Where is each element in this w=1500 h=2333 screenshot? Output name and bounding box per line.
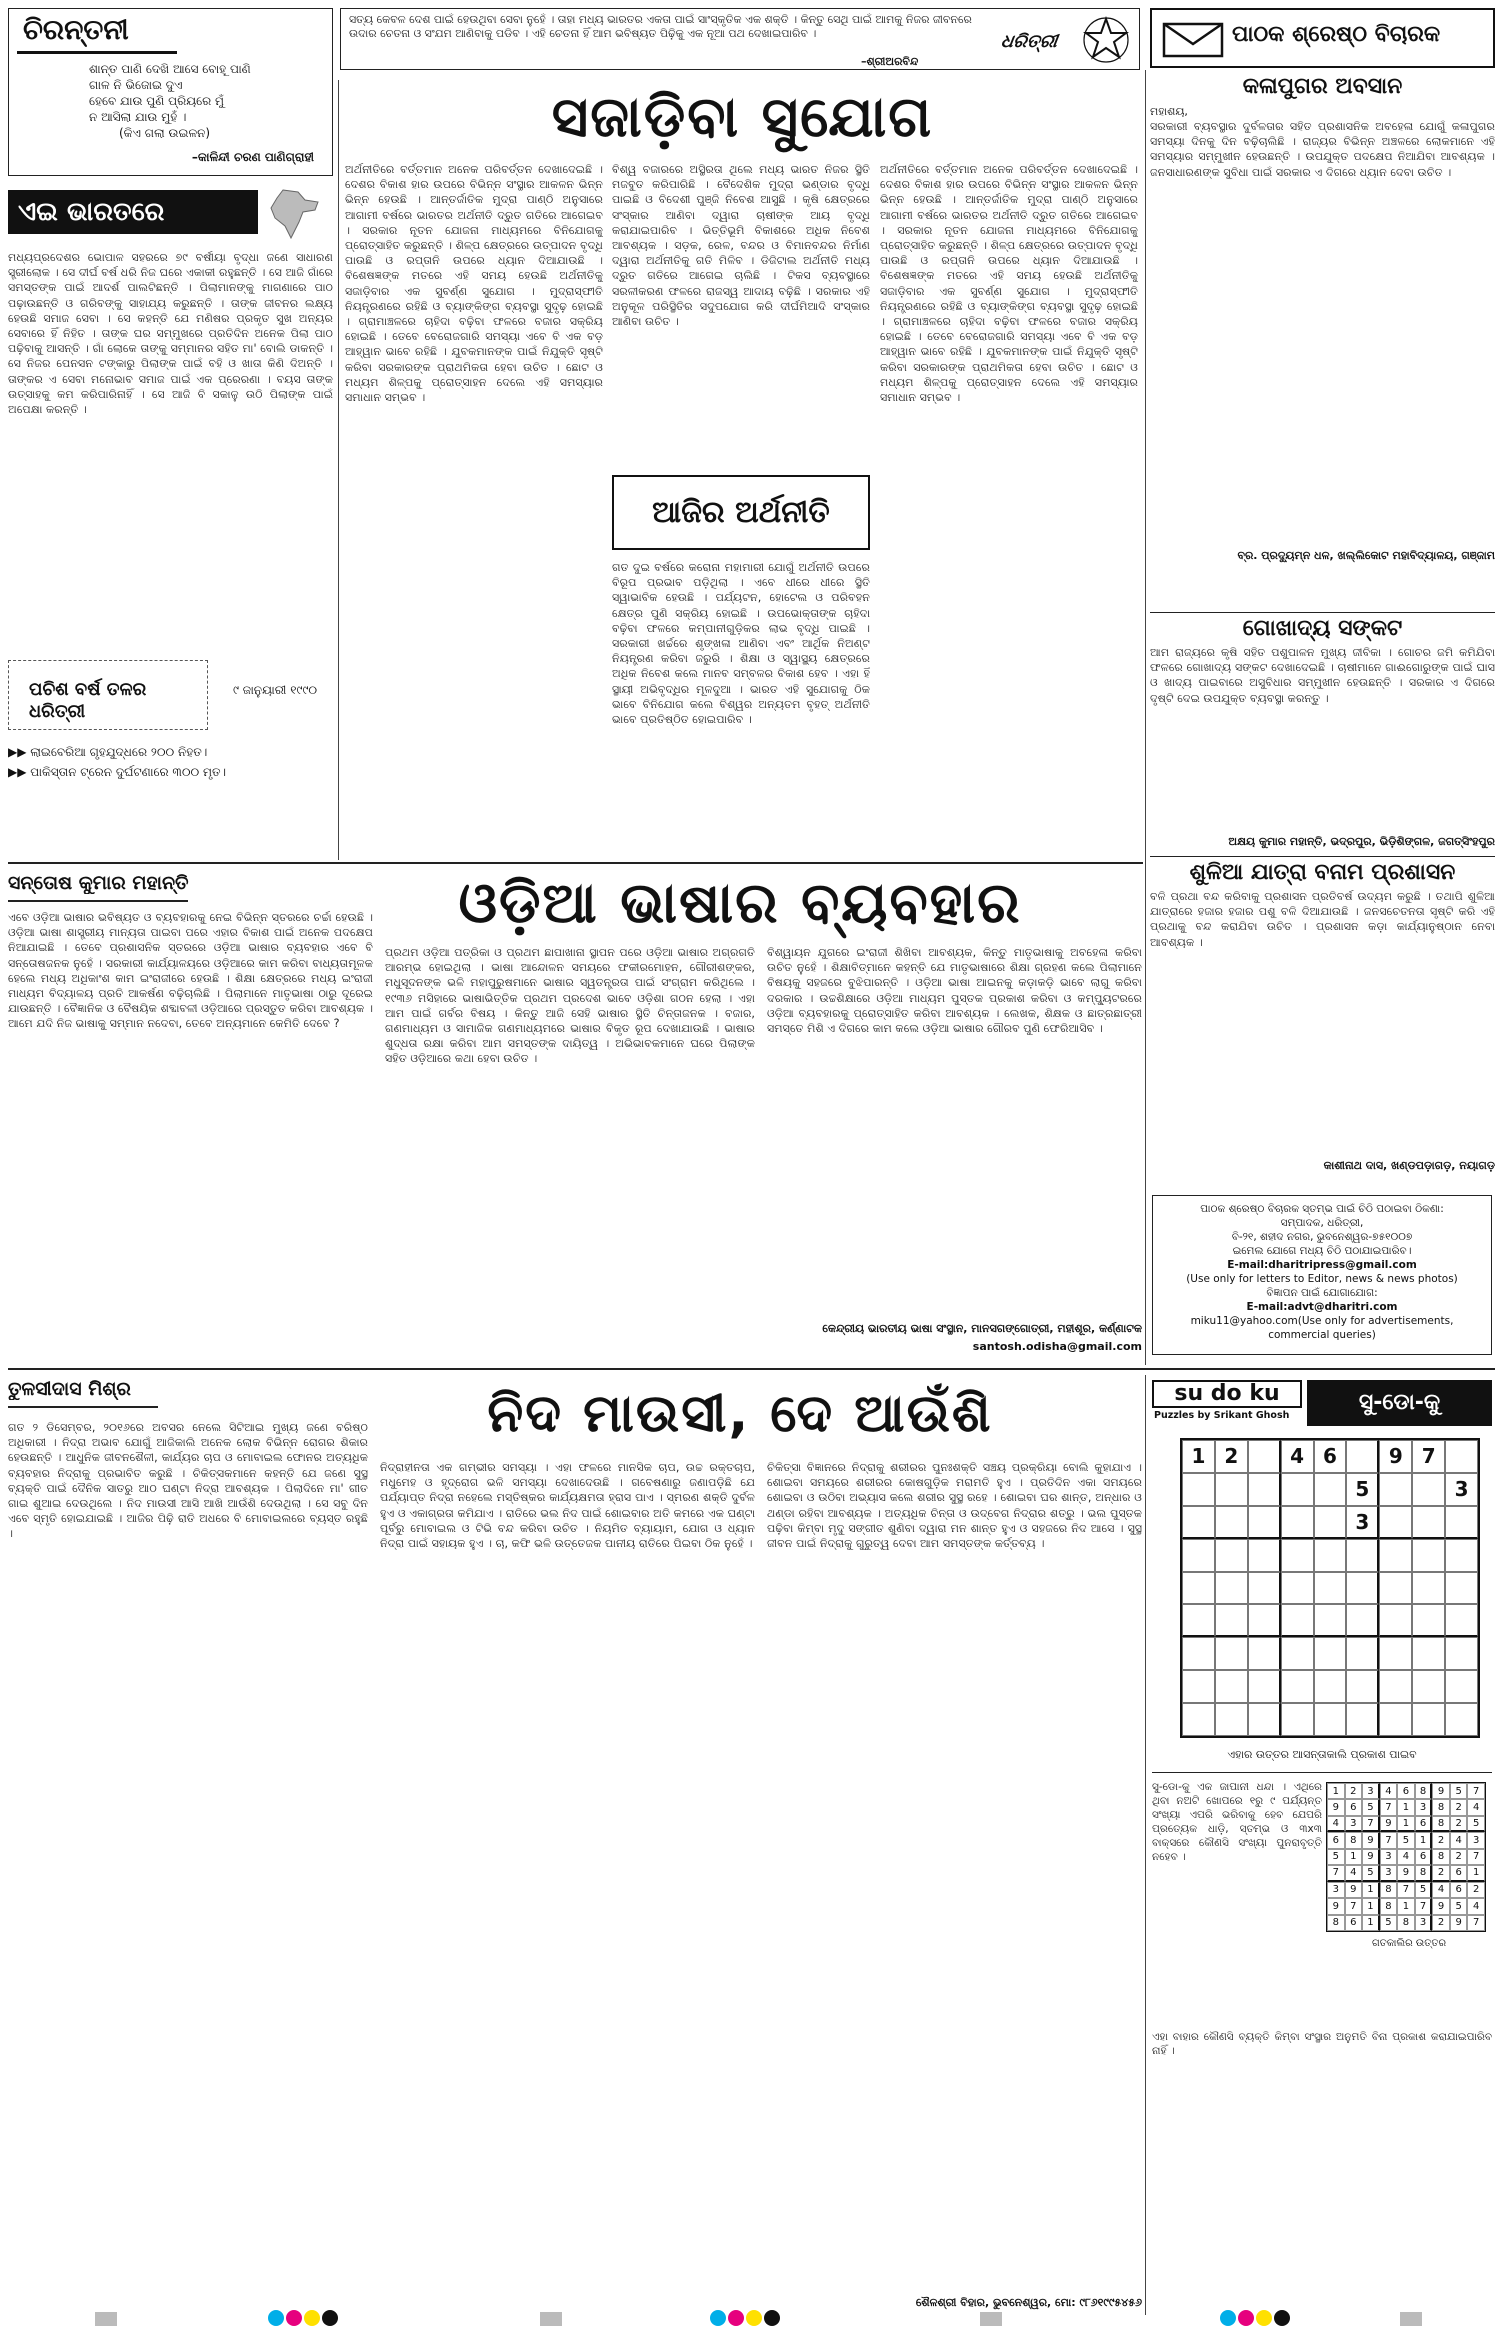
solution-cell: 9 [1432, 1783, 1450, 1799]
economy-inset-box [612, 475, 870, 550]
byline-underline [8, 1406, 158, 1408]
sudoku-cell[interactable]: 7 [1412, 1440, 1445, 1473]
gray-square-mark [540, 2312, 562, 2326]
gray-square-mark [95, 2312, 117, 2326]
solution-cell: 3 [1362, 1783, 1380, 1799]
sudoku-cell[interactable] [1182, 1637, 1215, 1670]
anniversary-date: ୯ ଜାନୁୟାରୀ ୧୯୯୦ [233, 683, 318, 697]
solution-cell: 7 [1397, 1882, 1415, 1898]
letter-2 [1150, 616, 1495, 856]
sudoku-cell[interactable] [1412, 1506, 1445, 1539]
solution-cell: 8 [1432, 1849, 1450, 1865]
solution-cell: 3 [1327, 1882, 1345, 1898]
solution-cell: 1 [1345, 1849, 1363, 1865]
solution-cell: 7 [1380, 1832, 1398, 1848]
sudoku-cell[interactable] [1248, 1572, 1281, 1605]
editorial-col-3: ଅର୍ଥନୀତିରେ ବର୍ତ୍ତମାନ ଅନେକ ପରିବର୍ତ୍ତନ ଦେଖାଦେଇଛି । ଦେଶର ବିକାଶ ହାର ଉପରେ ବିଭିନ୍ନ ସଂସ୍ଥାର ଆକଳନ ଭିନ୍ନ ଭିନ୍ନ ହେଉଛି । ଆନ୍ତର୍ଜାତିକ ମୁଦ୍ରା ପାଣ୍ଠି ଅନୁସାରେ ଆଗାମୀ ବର୍ଷରେ ଭାରତର ଅର୍ଥନୀତି ଦ୍ରୁତ ଗତିରେ ଆଗେଇବ । ସରକାର ନୂତନ ଯୋଜନା ମାଧ୍ୟମରେ ବିନିଯୋଗକୁ ପ୍ରୋତ୍ସାହିତ କରୁଛନ୍ତି । ଶିଳ୍ପ କ୍ଷେତ୍ରରେ ଉତ୍ପାଦନ ବୃଦ୍ଧି ପାଉଛି ଓ ରପ୍ତାନି ଉପରେ ଧ୍ୟାନ ଦିଆଯାଉଛି । ବିଶେଷଜ୍ଞଙ୍କ ମତରେ ଏହି ସମୟ ହେଉଛି ଅର୍ଥନୀତିକୁ ସଜାଡ଼ିବାର ଏକ ସୁବର୍ଣ୍ଣ ସୁଯୋଗ । ମୁଦ୍ରାସ୍ଫୀତି ନିୟନ୍ତ୍ରଣରେ ରହିଛି ଓ ବ୍ୟାଙ୍କିଙ୍ଗ ବ୍ୟବସ୍ଥା ସୁଦୃଢ଼ ହୋଇଛି । ଗ୍ରାମାଞ୍ଚଳରେ ଚାହିଦା ବଢ଼ିବା ଫଳରେ ବଜାର ସକ୍ରିୟ ହୋଇଛି । ତେବେ ବେରୋଜଗାରି ସମସ୍ୟା ଏବେ ବି ଏକ ବଡ଼ ଆହ୍ୱାନ ଭାବେ ରହିଛି । ଯୁବକମାନଙ୍କ ପାଇଁ ନିଯୁକ୍ତି ସୃଷ୍ଟି କରିବା ସରକାରଙ୍କ ପ୍ରାଥମିକତା ହେବା ଉଚିତ । ଛୋଟ ଓ ମଧ୍ୟମ ଶିଳ୍ପକୁ ପ୍ରୋତ୍ସାହନ ଦେଲେ ଏହି ସମସ୍ୟାର ସମାଧାନ ସମ୍ଭବ । [880, 163, 1138, 405]
sudoku-cell[interactable] [1182, 1703, 1215, 1736]
black-dot-mark [1274, 2310, 1290, 2326]
sudoku-cell[interactable] [1314, 1604, 1347, 1637]
poem-line: (କିଏ ଗଲା ଉଇଳନ) [119, 126, 211, 140]
sudoku-cell[interactable] [1314, 1572, 1347, 1605]
sudoku-cell[interactable] [1248, 1539, 1281, 1572]
magenta-dot-mark [286, 2310, 302, 2326]
sudoku-cell[interactable] [1281, 1539, 1314, 1572]
solution-cell: 2 [1467, 1882, 1485, 1898]
solution-cell: 5 [1450, 1783, 1468, 1799]
sudoku-cell[interactable] [1215, 1604, 1248, 1637]
solution-cell: 5 [1415, 1882, 1433, 1898]
sudoku-cell[interactable] [1248, 1703, 1281, 1736]
solution-cell: 2 [1432, 1832, 1450, 1848]
sudoku-cell[interactable] [1182, 1670, 1215, 1703]
sudoku-cell[interactable] [1346, 1703, 1379, 1736]
anniversary-box [8, 660, 333, 735]
solution-cell: 9 [1450, 1915, 1468, 1931]
odia-article-headline: ଓଡ଼ିଆ ଭାଷାର ବ୍ୟବହାର [458, 871, 1022, 936]
chirantani-title: ଚିରନ୍ତନୀ [23, 13, 129, 46]
sudoku-cell[interactable] [1215, 1539, 1248, 1572]
solution-cell: 1 [1467, 1865, 1485, 1881]
star-emblem-icon [1081, 15, 1131, 65]
solution-cell: 7 [1415, 1898, 1433, 1914]
solution-cell: 9 [1397, 1865, 1415, 1881]
solution-cell: 2 [1450, 1849, 1468, 1865]
solution-cell: 6 [1345, 1915, 1363, 1931]
sudoku-cell[interactable] [1281, 1506, 1314, 1539]
letters-divider [1150, 856, 1495, 857]
contact-line: ବି-୨୧, ଶହୀଦ ନଗର, ଭୁବନେଶ୍ୱର-୭୫୧୦୦୭ [1231, 1231, 1413, 1243]
anniversary-items [8, 742, 333, 782]
sudoku-cell[interactable] [1445, 1572, 1478, 1605]
solution-cell: 8 [1432, 1799, 1450, 1815]
sudoku-cell[interactable] [1281, 1670, 1314, 1703]
gray-square-mark [1400, 2312, 1422, 2326]
solution-cell: 7 [1467, 1849, 1485, 1865]
column-divider [338, 80, 339, 860]
ei-bharatare-body: ମଧ୍ୟପ୍ରଦେଶର ଭୋପାଳ ସହରରେ ୭୯ ବର୍ଷୀୟା ବୃଦ୍ଧା ଜଣେ ସାଧାରଣ ସ୍ତ୍ରୀଲୋକ । ସେ ଦୀର୍ଘ ବର୍ଷ ଧରି ନିଜ ଘରେ ଏକାକୀ ରହୁଛନ୍ତି । ସେ ଆଜି ଗାଁରେ ସମସ୍ତଙ୍କ ପାଇଁ ଆଦର୍ଶ ପାଲଟିଛନ୍ତି । ପିଲାମାନଙ୍କୁ ମାଗଣାରେ ପାଠ ପଢ଼ାଉଛନ୍ତି ଓ ଗରିବଙ୍କୁ ସାହାଯ୍ୟ କରୁଛନ୍ତି । ତାଙ୍କ ଜୀବନର ଲକ୍ଷ୍ୟ ହେଉଛି ସମାଜ ସେବା । ସେ କହନ୍ତି ଯେ ମଣିଷର ପ୍ରକୃତ ସୁଖ ଅନ୍ୟର ସେବାରେ ହିଁ ନିହିତ । ତାଙ୍କ ଘର ସମ୍ମୁଖରେ ପ୍ରତିଦିନ ଅନେକ ପିଲା ପାଠ ପଢ଼ିବାକୁ ଆସନ୍ତି । ଗାଁ ଲୋକେ ତାଙ୍କୁ ସମ୍ମାନର ସହିତ ମା' ବୋଲି ଡାକନ୍ତି । ସେ ନିଜର ପେନସନ ଟଙ୍କାରୁ ପିଲାଙ୍କ ପାଇଁ ବହି ଓ ଖାତା କିଣି ଦିଅନ୍ତି । ତାଙ୍କର ଏ ସେବା ମନୋଭାବ ସମାଜ ପାଇଁ ଏକ ପ୍ରେରଣା । ବୟସ ତାଙ୍କ ଉତ୍ସାହକୁ କମ କରିପାରିନାହିଁ । ସେ ଆଜି ବି ସକାଳୁ ଉଠି ପିଲାଙ୍କ ପାଇଁ ଅପେକ୍ଷା କରନ୍ତି । [8, 251, 333, 417]
sudoku-cell[interactable] [1346, 1539, 1379, 1572]
solution-cell: 4 [1450, 1832, 1468, 1848]
solution-cell: 3 [1415, 1799, 1433, 1815]
sudoku-cell[interactable]: 9 [1379, 1440, 1412, 1473]
sudoku-answer-note: ଏହାର ଉତ୍ତର ଆସନ୍ତାକାଲି ପ୍ରକାଶ ପାଇବ [1227, 1748, 1417, 1761]
solution-cell: 2 [1432, 1865, 1450, 1881]
sudoku-cell[interactable] [1281, 1637, 1314, 1670]
solution-cell: 3 [1380, 1865, 1398, 1881]
yellow-dot-mark [1256, 2310, 1272, 2326]
solution-cell: 3 [1467, 1832, 1485, 1848]
byline-underline [8, 900, 188, 902]
solution-cell: 1 [1397, 1898, 1415, 1914]
solution-cell: 5 [1397, 1832, 1415, 1848]
solution-cell: 1 [1362, 1915, 1380, 1931]
solution-cell: 9 [1327, 1799, 1345, 1815]
sudoku-odia-title: ସୁ-ଡୋ-କୁ [1307, 1380, 1492, 1426]
sudoku-cell[interactable] [1248, 1440, 1281, 1473]
sudoku-footer: ଏହା ବାହାର କୌଣସି ବ୍ୟକ୍ତି କିମ୍ବା ସଂସ୍ଥାର ଅନୁମତି ବିନା ପ୍ରକାଶ କରାଯାଇପାରିବ ନାହିଁ । [1152, 2031, 1492, 2057]
letters-header [1150, 8, 1495, 68]
anniversary-frame [8, 660, 208, 730]
sudoku-cell[interactable] [1379, 1637, 1412, 1670]
solution-cell: 9 [1380, 1816, 1398, 1832]
sudoku-cell[interactable] [1412, 1539, 1445, 1572]
sudoku-cell[interactable] [1346, 1572, 1379, 1605]
section-divider [8, 862, 1143, 864]
column-divider [1145, 1375, 1146, 2315]
sudoku-subtitle: Puzzles by Srikant Ghosh [1154, 1410, 1290, 1421]
sudoku-cell[interactable] [1445, 1637, 1478, 1670]
letter-1 [1150, 72, 1495, 612]
yellow-dot-mark [746, 2310, 762, 2326]
black-dot-mark [764, 2310, 780, 2326]
contact-email[interactable]: E-mail:dharitripress@gmail.com [1227, 1259, 1417, 1271]
cyan-dot-mark [268, 2310, 284, 2326]
envelope-icon [1162, 20, 1224, 60]
solution-cell: 3 [1345, 1816, 1363, 1832]
poem-line: ଶାନ୍ତ ପାଣି ଦେଖି ଆସେ ବୋହୂ ପାଣି [89, 62, 251, 76]
letter-2-author: ଅକ୍ଷୟ କୁମାର ମହାନ୍ତି, ଭଦ୍ରପୁର, ଭିଡ଼ିଶିଙ୍ଗଳ, ଜଗତ୍ସିଂହପୁର [1228, 835, 1495, 848]
solution-cell: 7 [1362, 1816, 1380, 1832]
anniversary-item: ▶▶ ପାକିସ୍ତାନ ଟ୍ରେନ ଦୁର୍ଘଟଣାରେ ୩୦୦ ମୃତ। [8, 765, 226, 779]
contact-line: ସମ୍ପାଦକ, ଧରିତ୍ରୀ, [1280, 1217, 1364, 1229]
sudoku-cell[interactable]: 4 [1281, 1440, 1314, 1473]
sudoku-cell[interactable] [1346, 1604, 1379, 1637]
column-divider [1145, 70, 1146, 1365]
sudoku-cell[interactable] [1379, 1506, 1412, 1539]
letter-1-body: ସରକାରୀ ବ୍ୟବସ୍ଥାର ଦୁର୍ବଳତାର ସହିତ ପ୍ରଶାସନିକ ଅବହେଳା ଯୋଗୁଁ କଳାପୁଗର ସମସ୍ୟା ଦିନକୁ ଦିନ ବଢ଼ିଚାଲିଛି । ରାଜ୍ୟର ବିଭିନ୍ନ ଅଞ୍ଚଳରେ ଲୋକମାନେ ଏହି ସମସ୍ୟାର ସମ୍ମୁଖୀନ ହେଉଛନ୍ତି । ଉପଯୁକ୍ତ ପଦକ୍ଷେପ ନିଆଯିବା ଆବଶ୍ୟକ । ଜନସାଧାରଣଙ୍କ ସୁବିଧା ପାଇଁ ସରକାର ଏ ଦିଗରେ ଧ୍ୟାନ ଦେବା ଉଚିତ । [1150, 120, 1495, 179]
sudoku-cell[interactable] [1215, 1637, 1248, 1670]
solution-cell: 4 [1397, 1849, 1415, 1865]
sudoku-grid [1180, 1438, 1480, 1738]
cyan-dot-mark [1220, 2310, 1236, 2326]
section-divider [8, 1368, 1495, 1370]
odia-article-byline: ସନ୍ତୋଷ କୁମାର ମହାନ୍ତି [8, 872, 189, 894]
solution-cell: 4 [1327, 1816, 1345, 1832]
sudoku-cell[interactable] [1314, 1539, 1347, 1572]
solution-cell: 7 [1467, 1783, 1485, 1799]
letter-2-heading: ଗୋଖାଦ୍ୟ ସଙ୍କଟ [1242, 616, 1403, 641]
solution-cell: 4 [1467, 1898, 1485, 1914]
sudoku-cell[interactable] [1412, 1572, 1445, 1605]
solution-cell: 7 [1467, 1915, 1485, 1931]
solution-cell: 8 [1380, 1898, 1398, 1914]
letter-2-body: ଆମ ରାଜ୍ୟରେ କୃଷି ସହିତ ପଶୁପାଳନ ମୁଖ୍ୟ ଜୀବିକା । ଗୋଚର ଜମି କମିଯିବା ଫଳରେ ଗୋଖାଦ୍ୟ ସଙ୍କଟ ଦେଖାଦେଇଛି । ଚାଷୀମାନେ ଗାଈଗୋରୁଙ୍କ ପାଇଁ ଘାସ ଓ ଖାଦ୍ୟ ପାଇବାରେ ଅସୁବିଧାର ସମ୍ମୁଖୀନ ହେଉଛନ୍ତି । ସରକାର ଏ ଦିଗରେ ଦୃଷ୍ଟି ଦେଇ ଉପଯୁକ୍ତ ବ୍ୟବସ୍ଥା କରନ୍ତୁ । [1150, 646, 1495, 705]
solution-cell: 7 [1345, 1898, 1363, 1914]
sudoku-cell[interactable] [1182, 1604, 1215, 1637]
sudoku-cell[interactable] [1445, 1539, 1478, 1572]
solution-cell: 4 [1345, 1865, 1363, 1881]
solution-cell: 2 [1345, 1783, 1363, 1799]
ei-bharatare-header [8, 188, 333, 243]
solution-cell: 6 [1450, 1882, 1468, 1898]
sudoku-cell[interactable] [1412, 1473, 1445, 1506]
sudoku-cell[interactable]: 2 [1215, 1440, 1248, 1473]
poem-line: ହେବେ ଯାଉ ପୁଣି ପ୍ରିୟରେ ମୁଁ [89, 94, 224, 108]
solution-cell: 3 [1415, 1915, 1433, 1931]
sudoku-cell[interactable] [1248, 1670, 1281, 1703]
sudoku-cell[interactable]: 5 [1346, 1473, 1379, 1506]
solution-cell: 1 [1397, 1816, 1415, 1832]
sudoku-cell[interactable] [1314, 1670, 1347, 1703]
nida-article-headline: ନିଦ ମାଉସୀ, ଦେ ଆଉଁଶି [487, 1384, 993, 1444]
letter-1-heading: କଳାପୁଗର ଅବସାନ [1242, 74, 1403, 99]
sudoku-cell[interactable] [1182, 1473, 1215, 1506]
solution-cell: 8 [1432, 1816, 1450, 1832]
india-map-icon [263, 188, 323, 240]
odia-article-email[interactable]: santosh.odisha@gmail.com [972, 1340, 1142, 1353]
solution-cell: 1 [1362, 1882, 1380, 1898]
solution-cell: 1 [1362, 1898, 1380, 1914]
solution-cell: 7 [1380, 1799, 1398, 1815]
sudoku-cell[interactable] [1215, 1506, 1248, 1539]
sudoku-cell[interactable] [1314, 1637, 1347, 1670]
yellow-dot-mark [304, 2310, 320, 2326]
editorial-col-2b: ଗତ ଦୁଇ ବର୍ଷରେ କରୋନା ମହାମାରୀ ଯୋଗୁଁ ଅର୍ଥନୀତି ଉପରେ ବିରୂପ ପ୍ରଭାବ ପଡ଼ିଥିଲା । ଏବେ ଧୀରେ ଧୀରେ ସ୍ଥିତି ସ୍ୱାଭାବିକ ହେଉଛି । ପର୍ଯ୍ୟଟନ, ହୋଟେଲ ଓ ପରିବହନ କ୍ଷେତ୍ର ପୁଣି ସକ୍ରିୟ ହୋଇଛି । ଉପଭୋକ୍ତାଙ୍କ ଚାହିଦା ବଢ଼ିବା ଫଳରେ କମ୍ପାନୀଗୁଡ଼ିକର ଲାଭ ବୃଦ୍ଧି ପାଇଛି । ସରକାରୀ ଖର୍ଚ୍ଚରେ ଶୃଙ୍ଖଳା ଆଣିବା ଏବଂ ଆର୍ଥିକ ନିଅଣ୍ଟ ନିୟନ୍ତ୍ରଣ କରିବା ଜରୁରି । ଶିକ୍ଷା ଓ ସ୍ୱାସ୍ଥ୍ୟ କ୍ଷେତ୍ରରେ ଅଧିକ ନିବେଶ କଲେ ମାନବ ସମ୍ବଳର ବିକାଶ ହେବ । ଏହା ହିଁ ସ୍ଥାୟୀ ଅଭିବୃଦ୍ଧିର ମୂଳଦୁଆ । ଭାରତ ଏହି ସୁଯୋଗକୁ ଠିକ ଭାବେ ବିନିଯୋଗ କଲେ ବିଶ୍ୱର ଅନ୍ୟତମ ବୃହତ୍ ଅର୍ଥନୀତି ଭାବେ ପ୍ରତିଷ୍ଠିତ ହୋଇପାରିବ । [612, 561, 870, 727]
solution-cell: 6 [1397, 1783, 1415, 1799]
sudoku-cell[interactable] [1346, 1637, 1379, 1670]
sudoku-cell[interactable] [1215, 1572, 1248, 1605]
solution-cell: 9 [1345, 1882, 1363, 1898]
sudoku-cell[interactable] [1346, 1670, 1379, 1703]
sudoku-cell[interactable] [1445, 1703, 1478, 1736]
letter-3-author: କାଶୀନାଥ ଦାସ, ଖଣ୍ଡପଡ଼ାଗଡ଼, ନୟାଗଡ଼ [1323, 1159, 1495, 1172]
letters-contact-box [1152, 1195, 1492, 1355]
solution-cell: 8 [1380, 1882, 1398, 1898]
contact-advt-email[interactable]: E-mail:advt@dharitri.com [1246, 1301, 1398, 1313]
ei-bharatare-title: ଏଇ ଭାରତରେ [8, 190, 258, 234]
black-dot-mark [322, 2310, 338, 2326]
solution-cell: 6 [1415, 1849, 1433, 1865]
sudoku-cell[interactable] [1346, 1440, 1379, 1473]
sudoku-cell[interactable] [1182, 1539, 1215, 1572]
chirantani-title-underline [17, 51, 177, 54]
solution-cell: 5 [1380, 1915, 1398, 1931]
sudoku-cell[interactable] [1379, 1703, 1412, 1736]
contact-line: ଇମେଲ ଯୋଗେ ମଧ୍ୟ ଚିଠି ପଠାଯାଇପାରିବ। [1232, 1245, 1412, 1257]
top-quote-box [340, 8, 1140, 70]
nida-article-col-3: ଚିକିତ୍ସା ବିଜ୍ଞାନରେ ନିଦ୍ରାକୁ ଶରୀରର ପୁନଃଶକ୍ତି ସଞ୍ଚୟ ପ୍ରକ୍ରିୟା ବୋଲି କୁହାଯାଏ । ଶୋଇବା ସମୟରେ ଶରୀରର କୋଷଗୁଡ଼ିକ ମରାମତି ହୁଏ । ପ୍ରତିଦିନ ଏକା ସମୟରେ ଶୋଇବା ଓ ଉଠିବା ଅଭ୍ୟାସ କଲେ ଶରୀର ସୁସ୍ଥ ରହେ । ଶୋଇବା ଘର ଶାନ୍ତ, ଅନ୍ଧାର ଓ ଥଣ୍ଡା ରହିବା ଆବଶ୍ୟକ । ଅତ୍ୟଧିକ ଚିନ୍ତା ଓ ଉଦ୍ବେଗ ନିଦ୍ରାର ଶତ୍ରୁ । ଭଲ ପୁସ୍ତକ ପଢ଼ିବା କିମ୍ବା ମୃଦୁ ସଙ୍ଗୀତ ଶୁଣିବା ଦ୍ୱାରା ମନ ଶାନ୍ତ ହୁଏ ଓ ସହଜରେ ନିଦ ଆସେ । ସୁସ୍ଥ ଜୀବନ ପାଇଁ ନିଦ୍ରାକୁ ଗୁରୁତ୍ୱ ଦେବା ଆମ ସମସ୍ତଙ୍କ କର୍ତ୍ତବ୍ୟ । [767, 1461, 1142, 1551]
poem-line: ଗାଳ ନି ଭିଜୋଇ ଦୁଏ [89, 78, 183, 92]
sudoku-cell[interactable] [1182, 1572, 1215, 1605]
sudoku-cell[interactable] [1445, 1604, 1478, 1637]
sudoku-cell[interactable] [1412, 1670, 1445, 1703]
sudoku-cell[interactable] [1379, 1572, 1412, 1605]
sudoku-cell[interactable] [1281, 1572, 1314, 1605]
sudoku-cell[interactable] [1248, 1604, 1281, 1637]
contact-line: ବିଜ୍ଞାପନ ପାଇଁ ଯୋଗାଯୋଗ: [1266, 1287, 1378, 1299]
solution-cell: 1 [1397, 1799, 1415, 1815]
sudoku-cell[interactable] [1314, 1473, 1347, 1506]
anniversary-title: ପଚିଶ ବର୍ଷ ତଳର ଧରିତ୍ରୀ [29, 679, 147, 722]
magenta-dot-mark [728, 2310, 744, 2326]
sudoku-cell[interactable] [1215, 1670, 1248, 1703]
solution-cell: 5 [1450, 1898, 1468, 1914]
solution-cell: 3 [1380, 1849, 1398, 1865]
solution-cell: 7 [1327, 1865, 1345, 1881]
sudoku-divider [1152, 1772, 1492, 1773]
solution-cell: 2 [1450, 1799, 1468, 1815]
sudoku-cell[interactable] [1412, 1604, 1445, 1637]
solution-cell: 6 [1327, 1832, 1345, 1848]
letters-divider [1150, 612, 1495, 613]
editorial-col-2a: ବିଶ୍ୱ ବଜାରରେ ଅସ୍ଥିରତା ଥିଲେ ମଧ୍ୟ ଭାରତ ନିଜର ସ୍ଥିତି ମଜବୁତ କରିପାରିଛି । ବୈଦେଶିକ ମୁଦ୍ରା ଭଣ୍ଡାର ବୃଦ୍ଧି ପାଇଛି ଓ ବିଦେଶୀ ପୁଞ୍ଜି ନିବେଶ ଆସୁଛି । କୃଷି କ୍ଷେତ୍ରରେ ସଂସ୍କାର ଆଣିବା ଦ୍ୱାରା ଚାଷୀଙ୍କ ଆୟ ବୃଦ୍ଧି କରାଯାଇପାରିବ । ଭିତ୍ତିଭୂମି ବିକାଶରେ ଅଧିକ ନିବେଶ ଆବଶ୍ୟକ । ସଡ଼କ, ରେଳ, ବନ୍ଦର ଓ ବିମାନବନ୍ଦର ନିର୍ମାଣ ଦ୍ୱାରା ଅର୍ଥନୀତିକୁ ଗତି ମିଳିବ । ଡିଜିଟାଲ ଅର୍ଥନୀତି ମଧ୍ୟ ଦ୍ରୁତ ଗତିରେ ଆଗେଇ ଚାଲିଛି । ଟିକସ ବ୍ୟବସ୍ଥାରେ ସରଳୀକରଣ ଫଳରେ ରାଜସ୍ୱ ଆଦାୟ ବଢ଼ିଛି । ସରକାର ଏହି ଅନୁକୂଳ ପରିସ୍ଥିତିର ସଦୁପଯୋଗ କରି ଦୀର୍ଘମିଆଦି ସଂସ୍କାର ଆଣିବା ଉଚିତ । [612, 163, 870, 329]
sudoku-cell[interactable] [1314, 1703, 1347, 1736]
sudoku-cell[interactable] [1248, 1637, 1281, 1670]
odia-article-col-3: ବିଶ୍ୱାୟନ ଯୁଗରେ ଇଂରାଜୀ ଶିଖିବା ଆବଶ୍ୟକ, କିନ୍ତୁ ମାତୃଭାଷାକୁ ଅବହେଳା କରିବା ଉଚିତ ନୁହେଁ । ଶିକ୍ଷାବିତ୍ମାନେ କହନ୍ତି ଯେ ମାତୃଭାଷାରେ ଶିକ୍ଷା ଗ୍ରହଣ କଲେ ପିଲାମାନେ ବିଷୟକୁ ସହଜରେ ବୁଝିପାରନ୍ତି । ଓଡ଼ିଆ ଭାଷା ଆଇନକୁ କଡ଼ାକଡ଼ି ଭାବେ ଲାଗୁ କରିବା ଦରକାର । ଉଚ୍ଚଶିକ୍ଷାରେ ଓଡ଼ିଆ ମାଧ୍ୟମ ପୁସ୍ତକ ପ୍ରକାଶ କରିବା ଓ କମ୍ପ୍ୟୁଟରରେ ଓଡ଼ିଆ ବ୍ୟବହାରକୁ ପ୍ରୋତ୍ସାହିତ କରିବା ଆବଶ୍ୟକ । ଲେଖକ, ଶିକ୍ଷକ ଓ ଛାତ୍ରଛାତ୍ରୀ ସମସ୍ତେ ମିଶି ଏ ଦିଗରେ କାମ କଲେ ଓଡ଼ିଆ ଭାଷାର ଗୌରବ ପୁଣି ଫେରିଆସିବ । [767, 946, 1142, 1036]
solution-cell: 6 [1345, 1799, 1363, 1815]
chirantani-poem [89, 61, 319, 141]
sudoku-cell[interactable]: 6 [1314, 1440, 1347, 1473]
solution-cell: 6 [1415, 1816, 1433, 1832]
solution-cell: 5 [1327, 1849, 1345, 1865]
anniversary-item: ▶▶ ଲାଇବେରିଆ ଗୃହଯୁଦ୍ଧରେ ୨୦୦ ନିହତ। [8, 745, 208, 759]
sudoku-cell[interactable] [1182, 1506, 1215, 1539]
solution-cell: 4 [1432, 1882, 1450, 1898]
sudoku-cell[interactable] [1314, 1506, 1347, 1539]
sudoku-cell[interactable] [1445, 1440, 1478, 1473]
nida-article-credit: ଶୈଳଶ୍ରୀ ବିହାର, ଭୁବନେଶ୍ୱର, ମୋ: ୯୮୬୧୯୯୫୪୫୬ [915, 2296, 1142, 2309]
solution-cell: 9 [1327, 1898, 1345, 1914]
sudoku-cell[interactable] [1445, 1506, 1478, 1539]
sudoku-cell[interactable] [1379, 1539, 1412, 1572]
poem-line: ନ ଆସିଲା ଯାଉ ମୁହଁ । [89, 110, 187, 124]
solution-cell: 4 [1467, 1799, 1485, 1815]
solution-cell: 2 [1432, 1915, 1450, 1931]
cyan-dot-mark [710, 2310, 726, 2326]
top-quote-text: ସତ୍ୟ କେବଳ ଦେଶ ପାଇଁ ହେଉଥିବା ସେବା ନୁହେଁ । ତାହା ମଧ୍ୟ ଭାରତର ଏକତା ପାଇଁ ସାଂସ୍କୃତିକ ଏକ ଶକ୍ତି । କିନ୍ତୁ ସେଥି ପାଇଁ ଆମକୁ ନିଜର ଜୀବନରେ ଉଦାର ଚେତନା ଓ ସଂଯମ ଆଣିବାକୁ ପଡିବ । ଏହି ଚେତନା ହିଁ ଆମ ଭବିଷ୍ୟତ ପିଢ଼ିକୁ ଏକ ନୂଆ ପଥ ଦେଖାଇପାରିବ । [349, 13, 972, 40]
sudoku-cell[interactable]: 1 [1182, 1440, 1215, 1473]
contact-line: (Use only for letters to Editor, news & news photos) [1186, 1273, 1458, 1285]
sudoku-cell[interactable] [1215, 1473, 1248, 1506]
solution-cell: 8 [1415, 1783, 1433, 1799]
nida-article-col-2: ନିଦ୍ରାହୀନତା ଏକ ଗମ୍ଭୀର ସମସ୍ୟା । ଏହା ଫଳରେ ମାନସିକ ଚାପ, ଉଚ୍ଚ ରକ୍ତଚାପ, ମଧୁମେହ ଓ ହୃଦ୍ରୋଗ ଭଳି ସମସ୍ୟା ଦେଖାଦେଉଛି । ଗବେଷଣାରୁ ଜଣାପଡ଼ିଛି ଯେ ପର୍ଯ୍ୟାପ୍ତ ନିଦ୍ରା ନହେଲେ ମସ୍ତିଷ୍କର କାର୍ଯ୍ୟକ୍ଷମତା ହ୍ରାସ ପାଏ । ସ୍ମରଣ ଶକ୍ତି ଦୁର୍ବଳ ହୁଏ ଓ ଏକାଗ୍ରତା କମିଯାଏ । ରାତିରେ ଭଲ ନିଦ ପାଇଁ ଶୋଇବାର ଅତି କମରେ ଏକ ଘଣ୍ଟା ପୂର୍ବରୁ ମୋବାଇଲ ଓ ଟିଭି ବନ୍ଦ କରିବା ଉଚିତ । ନିୟମିତ ବ୍ୟାୟାମ, ଯୋଗ ଓ ଧ୍ୟାନ ନିଦ୍ରା ପାଇଁ ସହାୟକ ହୁଏ । ଚା, କଫି ଭଳି ଉତ୍ତେଜକ ପାନୀୟ ରାତିରେ ପିଇବା ଠିକ ନୁହେଁ । [380, 1461, 755, 1551]
solution-cell: 1 [1327, 1783, 1345, 1799]
sudoku-solution-label: ଗତକାଲିର ଉତ୍ତର [1371, 1938, 1447, 1949]
chirantani-box [8, 8, 333, 176]
letter-1-salutation: ମହାଶୟ, [1150, 105, 1188, 118]
odia-article-col-1: ଏବେ ଓଡ଼ିଆ ଭାଷାର ଭବିଷ୍ୟତ ଓ ବ୍ୟବହାରକୁ ନେଇ ବିଭିନ୍ନ ସ୍ତରରେ ଚର୍ଚ୍ଚା ହେଉଛି । ଓଡ଼ିଆ ଭାଷା ଶାସ୍ତ୍ରୀୟ ମାନ୍ୟତା ପାଇବା ପରେ ଏହାର ବିକାଶ ପାଇଁ ଅନେକ ପଦକ୍ଷେପ ନିଆଯାଇଛି । ତେବେ ପ୍ରଶାସନିକ ସ୍ତରରେ ଓଡ଼ିଆ ଭାଷାର ବ୍ୟବହାର ଏବେ ବି ସନ୍ତୋଷଜନକ ନୁହେଁ । ସରକାରୀ କାର୍ଯ୍ୟାଳୟରେ ଓଡ଼ିଆରେ କାମ କରିବା ବାଧ୍ୟତାମୂଳକ ହେଲେ ମଧ୍ୟ ଅଧିକାଂଶ କାମ ଇଂରାଜୀରେ ହେଉଛି । ଶିକ୍ଷା କ୍ଷେତ୍ରରେ ମଧ୍ୟ ଇଂରାଜୀ ମାଧ୍ୟମ ବିଦ୍ୟାଳୟ ପ୍ରତି ଆକର୍ଷଣ ବଢ଼ିଚାଲିଛି । ପିଲାମାନେ ମାତୃଭାଷା ଠାରୁ ଦୂରେଇ ଯାଉଛନ୍ତି । ବୈଜ୍ଞାନିକ ଓ ବୈଷୟିକ ଶବ୍ଦାବଳୀ ଓଡ଼ିଆରେ ପ୍ରସ୍ତୁତ କରିବା ଆବଶ୍ୟକ । ଆମେ ଯଦି ନିଜ ଭାଷାକୁ ସମ୍ମାନ ନଦେବା, ତେବେ ଅନ୍ୟମାନେ କେମିତି ଦେବେ ? [8, 911, 373, 1031]
economy-inset-label: ଆଜିର ଅର୍ଥନୀତି [652, 495, 830, 530]
sudoku-cell[interactable] [1445, 1670, 1478, 1703]
odia-article-credit: କେନ୍ଦ୍ରୀୟ ଭାରତୀୟ ଭାଷା ସଂସ୍ଥାନ, ମାନସଗଙ୍ଗୋତ୍ରୀ, ମହୀଶୂର, କର୍ଣ୍ଣାଟକ [822, 1322, 1142, 1335]
odia-article-col-2: ପ୍ରଥମ ଓଡ଼ିଆ ପତ୍ରିକା ଓ ପ୍ରଥମ ଛାପାଖାନା ସ୍ଥାପନ ପରେ ଓଡ଼ିଆ ଭାଷାର ଅଗ୍ରଗତି ଆରମ୍ଭ ହୋଇଥିଲା । ଭାଷା ଆନ୍ଦୋଳନ ସମୟରେ ଫକୀରମୋହନ, ଗୌରୀଶଙ୍କର, ମଧୁସୂଦନଙ୍କ ଭଳି ମହାପୁରୁଷମାନେ ଭାଷାର ସ୍ୱତନ୍ତ୍ରତା ପାଇଁ ସଂଗ୍ରାମ କରିଥିଲେ । ୧୯୩୬ ମସିହାରେ ଭାଷାଭିତ୍ତିକ ପ୍ରଥମ ପ୍ରଦେଶ ଭାବେ ଓଡ଼ିଶା ଗଠନ ହେଲା । ଏହା ଆମ ପାଇଁ ଗର୍ବର ବିଷୟ । କିନ୍ତୁ ଆଜି ସେହି ଭାଷାର ସ୍ଥିତି ଚିନ୍ତାଜନକ । ବଜାର, ଗଣମାଧ୍ୟମ ଓ ସାମାଜିକ ଗଣମାଧ୍ୟମରେ ଭାଷାର ବିକୃତ ରୂପ ଦେଖାଯାଉଛି । ଭାଷାର ଶୁଦ୍ଧତା ରକ୍ଷା କରିବା ଆମ ସମସ୍ତଙ୍କ ଦାୟିତ୍ୱ । ଅଭିଭାବକମାନେ ଘରେ ପିଲାଙ୍କ ସହିତ ଓଡ଼ିଆରେ କଥା ହେବା ଉଚିତ । [385, 946, 755, 1066]
nida-article-col-1: ଗତ ୨ ଡିସେମ୍ବର, ୨୦୧୬ରେ ଅବସର ନେଲେ ସିଟିଆଇ ମୁଖ୍ୟ ଜଣେ ବରିଷ୍ଠ ଅଧିକାରୀ । ନିଦ୍ରା ଅଭାବ ଯୋଗୁଁ ଆଜିକାଲି ଅନେକ ଲୋକ ବିଭିନ୍ନ ରୋଗର ଶିକାର ହେଉଛନ୍ତି । ଆଧୁନିକ ଜୀବନଶୈଳୀ, କାର୍ଯ୍ୟର ଚାପ ଓ ମୋବାଇଲ ଫୋନର ଅତ୍ୟଧିକ ବ୍ୟବହାର ନିଦ୍ରାକୁ ପ୍ରଭାବିତ କରୁଛି । ଚିକିତ୍ସକମାନେ କହନ୍ତି ଯେ ଜଣେ ସୁସ୍ଥ ବ୍ୟକ୍ତି ପାଇଁ ଦୈନିକ ସାତରୁ ଆଠ ଘଣ୍ଟା ନିଦ୍ରା ଆବଶ୍ୟକ । ପିଲାଦିନେ ମା' ଗୀତ ଗାଇ ଶୁଆଇ ଦେଉଥିଲେ । ନିଦ ମାଉସୀ ଆସି ଆଖି ଆଉଁଶି ଦେଉଥିଲା । ସେ ସବୁ ଦିନ ଏବେ ସ୍ମୃତି ହୋଇଯାଇଛି । ଆଜିର ପିଢ଼ି ରାତି ଅଧରେ ବି ମୋବାଇଲରେ ବ୍ୟସ୍ତ ରହୁଛି । [8, 1421, 368, 1541]
contact-line: ପାଠକ ଶ୍ରେଷ୍ଠ ବିଚାରକ ସ୍ତମ୍ଭ ପାଇଁ ଚିଠି ପଠାଇବା ଠିକଣା: [1200, 1203, 1444, 1215]
solution-cell: 8 [1415, 1865, 1433, 1881]
sudoku-cell[interactable] [1379, 1473, 1412, 1506]
letter-3-body: ବଳି ପ୍ରଥା ବନ୍ଦ କରିବାକୁ ପ୍ରଶାସନ ପ୍ରତିବର୍ଷ ଉଦ୍ୟମ କରୁଛି । ତଥାପି ଶୁଳିଆ ଯାତ୍ରାରେ ହଜାର ହଜାର ପଶୁ ବଳି ଦିଆଯାଉଛି । ଜନସଚେତନତା ସୃଷ୍ଟି କରି ଏହି ପ୍ରଥାକୁ ବନ୍ଦ କରାଯିବା ଉଚିତ । ପ୍ରଶାସନ କଡ଼ା କାର୍ଯ୍ୟାନୁଷ୍ଠାନ ନେବା ଆବଶ୍ୟକ । [1150, 890, 1495, 949]
letter-1-author: ବ୍ର. ପ୍ରଦ୍ୟୁମ୍ନ ଧଳ, ଖଲ୍ଲିକୋଟ ମହାବିଦ୍ୟାଳୟ, ଗଞ୍ଜାମ [1237, 549, 1495, 562]
sudoku-cell[interactable] [1281, 1703, 1314, 1736]
contact-line: miku11@yahoo.com(Use only for advertisements, commercial queries) [1190, 1315, 1454, 1341]
editorial-col-1: ଅର୍ଥନୀତିରେ ବର୍ତ୍ତମାନ ଅନେକ ପରିବର୍ତ୍ତନ ଦେଖାଦେଇଛି । ଦେଶର ବିକାଶ ହାର ଉପରେ ବିଭିନ୍ନ ସଂସ୍ଥାର ଆକଳନ ଭିନ୍ନ ଭିନ୍ନ ହେଉଛି । ଆନ୍ତର୍ଜାତିକ ମୁଦ୍ରା ପାଣ୍ଠି ଅନୁସାରେ ଆଗାମୀ ବର୍ଷରେ ଭାରତର ଅର୍ଥନୀତି ଦ୍ରୁତ ଗତିରେ ଆଗେଇବ । ସରକାର ନୂତନ ଯୋଜନା ମାଧ୍ୟମରେ ବିନିଯୋଗକୁ ପ୍ରୋତ୍ସାହିତ କରୁଛନ୍ତି । ଶିଳ୍ପ କ୍ଷେତ୍ରରେ ଉତ୍ପାଦନ ବୃଦ୍ଧି ପାଉଛି ଓ ରପ୍ତାନି ଉପରେ ଧ୍ୟାନ ଦିଆଯାଉଛି । ବିଶେଷଜ୍ଞଙ୍କ ମତରେ ଏହି ସମୟ ହେଉଛି ଅର୍ଥନୀତିକୁ ସଜାଡ଼ିବାର ଏକ ସୁବର୍ଣ୍ଣ ସୁଯୋଗ । ମୁଦ୍ରାସ୍ଫୀତି ନିୟନ୍ତ୍ରଣରେ ରହିଛି ଓ ବ୍ୟାଙ୍କିଙ୍ଗ ବ୍ୟବସ୍ଥା ସୁଦୃଢ଼ ହୋଇଛି । ଗ୍ରାମାଞ୍ଚଳରେ ଚାହିଦା ବଢ଼ିବା ଫଳରେ ବଜାର ସକ୍ରିୟ ହୋଇଛି । ତେବେ ବେରୋଜଗାରି ସମସ୍ୟା ଏବେ ବି ଏକ ବଡ଼ ଆହ୍ୱାନ ଭାବେ ରହିଛି । ଯୁବକମାନଙ୍କ ପାଇଁ ନିଯୁକ୍ତି ସୃଷ୍ଟି କରିବା ସରକାରଙ୍କ ପ୍ରାଥମିକତା ହେବା ଉଚିତ । ଛୋଟ ଓ ମଧ୍ୟମ ଶିଳ୍ପକୁ ପ୍ରୋତ୍ସାହନ ଦେଲେ ଏହି ସମସ୍ୟାର ସମାଧାନ ସମ୍ଭବ । [345, 163, 603, 405]
letters-title: ପାଠକ ଶ୍ରେଷ୍ଠ ବିଚାରକ [1232, 22, 1441, 47]
sudoku-cell[interactable] [1379, 1670, 1412, 1703]
solution-cell: 5 [1362, 1799, 1380, 1815]
sudoku-cell[interactable] [1412, 1703, 1445, 1736]
solution-cell: 2 [1450, 1816, 1468, 1832]
gray-square-mark [980, 2312, 1002, 2326]
letter-3-heading: ଶୁଳିଆ ଯାତ୍ରା ବନାମ ପ୍ରଶାସନ [1189, 860, 1456, 885]
sudoku-cell[interactable] [1248, 1473, 1281, 1506]
sudoku-cell[interactable] [1215, 1703, 1248, 1736]
solution-cell: 8 [1397, 1915, 1415, 1931]
sudoku-rules: ସୁ-ଡୋ-କୁ ଏକ ଜାପାନୀ ଧନ୍ଦା । ଏଥିରେ ଥିବା ନଅଟି ଖୋପରେ ୧ରୁ ୯ ପର୍ଯ୍ୟନ୍ତ ସଂଖ୍ୟା ଏପରି ଭରିବାକୁ ହେବ ଯେପରି ପ୍ରତ୍ୟେକ ଧାଡ଼ି, ସ୍ତମ୍ଭ ଓ ୩x୩ ବାକ୍ସରେ କୌଣସି ସଂଖ୍ୟା ପୁନରାବୃତ୍ତି ନହେବ । [1152, 1781, 1322, 1863]
chirantani-author: –କାଳିନ୍ଦୀ ଚରଣ ପାଣିଗ୍ରାହୀ [191, 150, 314, 164]
editorial-headline: ସଜାଡ଼ିବା ସୁଯୋଗ [551, 85, 934, 150]
solution-cell: 8 [1327, 1915, 1345, 1931]
sudoku-brand: su do ku [1152, 1380, 1302, 1408]
solution-cell: 1 [1415, 1832, 1433, 1848]
solution-cell: 9 [1362, 1832, 1380, 1848]
sudoku-cell[interactable] [1248, 1506, 1281, 1539]
sudoku-cell[interactable] [1281, 1604, 1314, 1637]
nida-article-byline: ତୁଳସୀଦାସ ମିଶ୍ର [8, 1378, 131, 1400]
sudoku-cell[interactable] [1412, 1637, 1445, 1670]
solution-cell: 9 [1432, 1898, 1450, 1914]
solution-cell: 4 [1380, 1783, 1398, 1799]
solution-cell: 5 [1467, 1816, 1485, 1832]
top-quote-author: –ଶ୍ରୀଅରବିନ୍ଦ [861, 55, 919, 68]
solution-cell: 6 [1450, 1865, 1468, 1881]
sudoku-solution-grid [1326, 1782, 1486, 1932]
solution-cell: 5 [1362, 1865, 1380, 1881]
solution-cell: 8 [1345, 1832, 1363, 1848]
dharitri-logo: ଧରିତ୍ରୀ [999, 31, 1059, 52]
sudoku-header [1152, 1380, 1492, 1430]
solution-cell: 9 [1362, 1849, 1380, 1865]
sudoku-cell[interactable] [1281, 1473, 1314, 1506]
sudoku-cell[interactable]: 3 [1346, 1506, 1379, 1539]
letter-3 [1150, 860, 1495, 1190]
sudoku-cell[interactable]: 3 [1445, 1473, 1478, 1506]
sudoku-cell[interactable] [1379, 1604, 1412, 1637]
magenta-dot-mark [1238, 2310, 1254, 2326]
